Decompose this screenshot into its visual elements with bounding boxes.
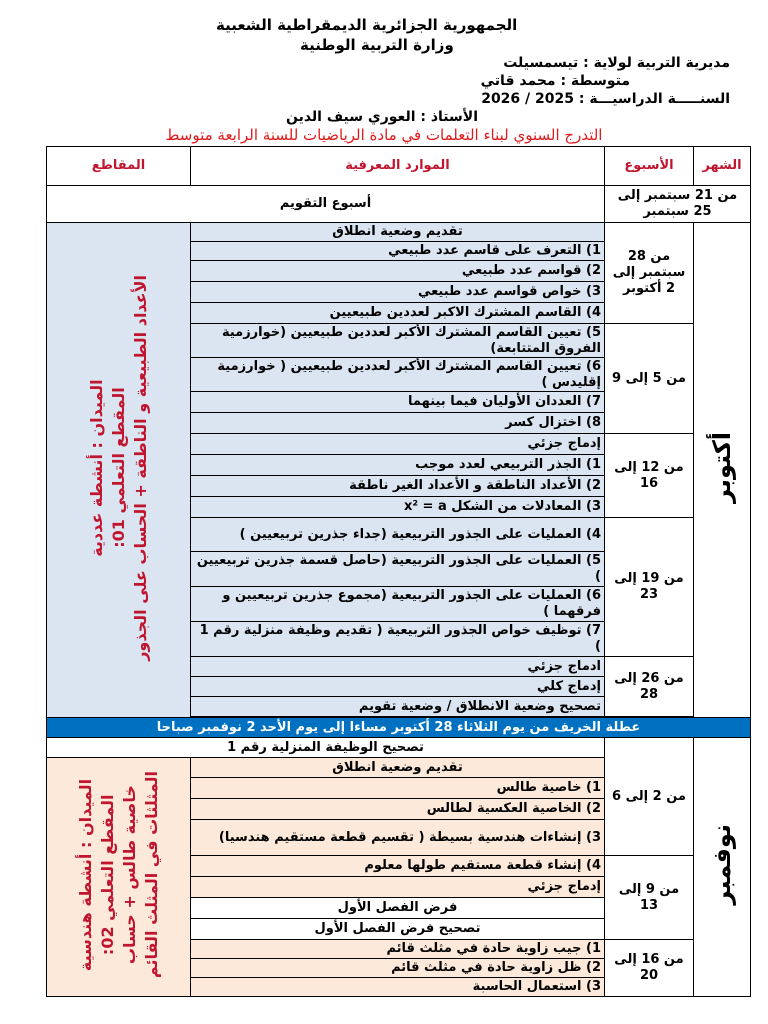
document-title: التدرج السنوي لبناء التعلمات في مادة الرياضيات للسنة الرابعة متوسط	[165, 126, 603, 144]
resource-item: 6) تعيين القاسم المشترك الأكبر لعددين طبيعيين ( خوارزمية إقليدس )	[191, 358, 605, 392]
resource-item: تقديم وضعية انطلاق	[191, 223, 605, 242]
evaluation-week-row	[47, 186, 751, 223]
resource-item: 1) الجذر التربيعي لعدد موجب	[191, 455, 605, 476]
resource-item: 7) العددان الأوليان فيما بينهما	[191, 392, 605, 413]
annual-plan-table	[46, 146, 751, 997]
resource-item: 4) القاسم المشترك الاكبر لعددين طبيعيين	[191, 303, 605, 324]
resource-item: 5) العمليات على الجذور التربيعية (حاصل قسمة جذرين تربيعيين )	[191, 552, 605, 587]
domain-numeric: الميدان : أنشطة عددية المقطع التعلمي 01: الأعداد الطبيعية و الناطقة + الحساب على الجذور	[47, 223, 191, 718]
header-week: الأسبوع	[605, 147, 694, 186]
resource-item: 4) إنشاء قطعة مستقيم طولها معلوم	[191, 856, 605, 877]
week-label: من 5 إلى 9	[605, 324, 694, 434]
resource-item: إدماج جزئي	[191, 877, 605, 898]
week-label: من 26 إلى 28	[605, 657, 694, 717]
evaluation-week-dates: من 21 سبتمبر إلى 25 سبتمبر	[605, 186, 751, 223]
week-label: من 19 إلى 23	[605, 518, 694, 657]
resource-item: ادماج جزئي	[191, 657, 605, 677]
week-label: من 28 سبتمبر إلى 2 أكتوبر	[605, 223, 694, 324]
directorate-line: مديرية التربية لولاية : تيسمسيلت	[503, 55, 730, 71]
republic-title: الجمهورية الجزائرية الديمقراطية الشعبية	[216, 16, 518, 34]
resource-item: تصحيح وضعية الانطلاق / وضعية تقويم	[191, 697, 605, 717]
resource-item: 1) التعرف على قاسم عدد طبيعي	[191, 242, 605, 261]
week-label: من 9 إلى 13	[605, 856, 694, 940]
school-year-line: السنـــــة الدراسيـــة : 2025 / 2026	[481, 91, 730, 107]
resource-item: 3) استعمال الحاسبة	[191, 978, 605, 997]
evaluation-week-label: أسبوع التقويم	[47, 186, 605, 223]
resource-item: 3) إنشاءات هندسية بسيطة ( تقسيم قطعة مستقيم هندسيا)	[191, 820, 605, 856]
table-row	[47, 738, 751, 758]
resource-item: 4) العمليات على الجذور التربيعية (جداء جذرين تربيعيين )	[191, 518, 605, 552]
resource-item: إدماج كلي	[191, 677, 605, 697]
document-header	[0, 0, 768, 146]
holiday-row	[47, 718, 751, 738]
resource-item: تصحيح الوظيفة المنزلية رقم 1	[47, 738, 605, 758]
resource-item: 2) قواسم عدد طبيعي	[191, 261, 605, 282]
header-month: الشهر	[694, 147, 751, 186]
resource-item: 5) تعيين القاسم المشترك الأكبر لعددين طبيعيين (خوارزمية الفروق المتتابعة)	[191, 324, 605, 358]
resource-item: 2) ظل زاوية حادة في مثلث قائم	[191, 959, 605, 978]
resource-item: إدماج جزئي	[191, 434, 605, 455]
month-october: أكتوبر	[694, 223, 751, 718]
resource-item: 6) العمليات على الجذور التربيعية (مجموع جذرين تربيعيين و فرقهما )	[191, 587, 605, 622]
holiday-label: عطلة الخريف من يوم الثلاثاء 28 أكتوبر مساءا إلى يوم الأحد 2 نوفمبر صباحا	[47, 718, 751, 738]
resource-item: تصحيح فرض الفصل الأول	[191, 919, 605, 940]
teacher-line: الأستاذ : العوري سيف الدين	[285, 109, 478, 125]
week-label: من 12 إلى 16	[605, 434, 694, 518]
resource-item: 1) جيب زاوية حادة في مثلث قائم	[191, 940, 605, 959]
resource-item: 8) اختزال كسر	[191, 413, 605, 434]
table-header-row	[47, 147, 751, 186]
resource-item: فرض الفصل الأول	[191, 898, 605, 919]
week-label: من 2 إلى 6	[605, 738, 694, 856]
domain-geometric: الميدان : أنشطة هندسية المقطع التعلمي 02: خاصية طالس + حساب المثلثات في المثلث القائم	[47, 758, 191, 997]
table-row	[47, 223, 751, 242]
header-domains: المقاطع	[47, 147, 191, 186]
resource-item: 2) الأعداد الناطقة و الأعداد الغير ناطقة	[191, 476, 605, 497]
header-resources: الموارد المعرفية	[191, 147, 605, 186]
resource-item: 3) خواص قواسم عدد طبيعي	[191, 282, 605, 303]
resource-item: تقديم وضعية انطلاق	[191, 758, 605, 778]
school-line: متوسطة : محمد قاتي	[480, 73, 630, 89]
resource-item: 3) المعادلات من الشكل x² = a	[191, 497, 605, 518]
resource-item: 1) خاصية طالس	[191, 778, 605, 799]
month-november: نوفمبر	[694, 738, 751, 997]
resource-item: 2) الخاصية العكسية لطالس	[191, 799, 605, 820]
resource-item: 7) توظيف خواص الجذور التربيعية ( تقديم وظيفة منزلية رقم 1 )	[191, 622, 605, 657]
ministry-title: وزارة التربية الوطنية	[300, 36, 454, 54]
week-label: من 16 إلى 20	[605, 940, 694, 997]
